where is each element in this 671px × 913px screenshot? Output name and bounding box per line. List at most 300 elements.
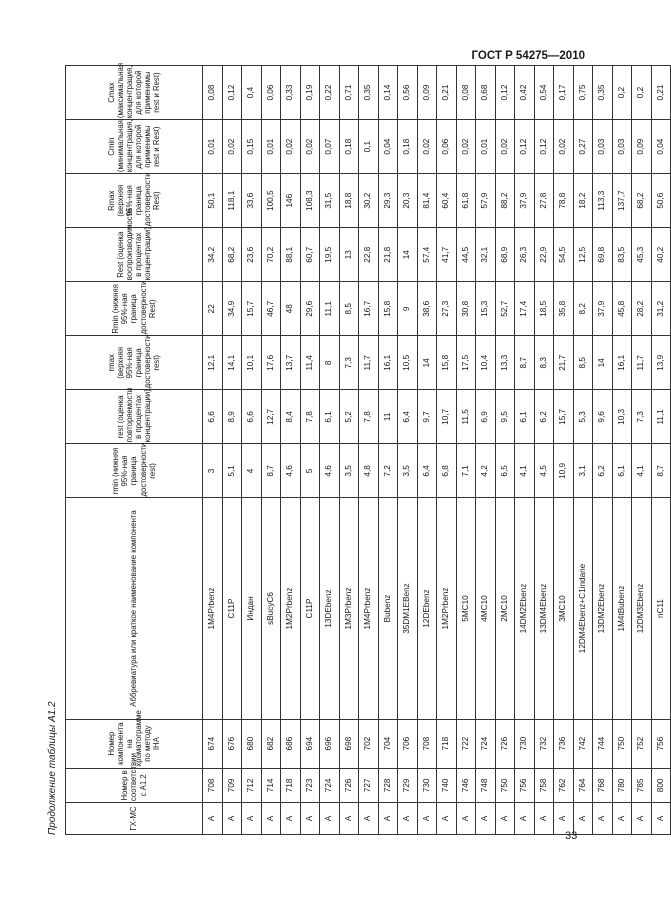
table-cell: 724 <box>320 768 340 802</box>
table-cell: 35DM1EBenz <box>398 498 418 719</box>
table-cell: А <box>437 803 457 835</box>
table-cell: 13,7 <box>281 336 301 390</box>
table-cell: 13,3 <box>495 336 515 390</box>
table-cell: 780 <box>612 768 632 802</box>
table-cell: 0,09 <box>417 66 437 120</box>
table-cell: 1M2Prbenz <box>281 498 301 719</box>
table-cell: 69,8 <box>593 228 613 282</box>
table-cell: 7,2 <box>378 444 398 498</box>
table-cell: 736 <box>554 719 574 768</box>
table-cell: 0,21 <box>651 66 671 120</box>
table-cell: 7,8 <box>359 390 379 444</box>
table-cell: 46,7 <box>261 282 281 336</box>
table-cell: 4MC10 <box>476 498 496 719</box>
table-cell: 28,2 <box>632 282 652 336</box>
table-cell: 16,7 <box>359 282 379 336</box>
table-cell: 57,9 <box>476 174 496 228</box>
table-row <box>242 66 262 835</box>
column-header: rmax (верхняя 95%-ная граница достоверности rest) <box>66 336 203 390</box>
table-cell: 12DM3Ebenz <box>632 498 652 719</box>
table-cell: 70,2 <box>261 228 281 282</box>
column-header: ГХ-МС <box>66 803 203 835</box>
table-cell: 38,6 <box>417 282 437 336</box>
table-cell: 9,6 <box>593 390 613 444</box>
table-cell: 718 <box>437 719 457 768</box>
table-cell: 768 <box>593 768 613 802</box>
table-cell: 696 <box>320 719 340 768</box>
table-cell: 764 <box>573 768 593 802</box>
table-cell: 0,21 <box>437 66 457 120</box>
table-cell: 0,42 <box>515 66 535 120</box>
table-cell: 0,75 <box>573 66 593 120</box>
table-cell: 11,5 <box>456 390 476 444</box>
table-cell: 11,7 <box>632 336 652 390</box>
table-cell: 22 <box>203 282 223 336</box>
table-cell: 10,1 <box>242 336 262 390</box>
table-cell: 744 <box>593 719 613 768</box>
table-cell: 118,1 <box>222 174 242 228</box>
table-cell: 29,3 <box>378 174 398 228</box>
table-cell: 17,6 <box>261 336 281 390</box>
table-cell: 0,35 <box>593 66 613 120</box>
table-cell: 21,7 <box>554 336 574 390</box>
table-cell: 20,3 <box>398 174 418 228</box>
table-cell: А <box>515 803 535 835</box>
table-row <box>222 66 242 835</box>
table-cell: 8 <box>320 336 340 390</box>
table-cell: 8,7 <box>515 336 535 390</box>
table-cell: 3 <box>203 444 223 498</box>
page-number: 33 <box>565 830 578 842</box>
table-cell: 5,2 <box>339 390 359 444</box>
table-cell: 6,4 <box>398 390 418 444</box>
table-cell: 740 <box>437 768 457 802</box>
table-cell: 702 <box>359 719 379 768</box>
rotated-content <box>45 60 665 835</box>
table-cell: 11,4 <box>300 336 320 390</box>
rotated-table-area <box>45 60 665 835</box>
table-cell: 1M4Prbenz <box>359 498 379 719</box>
table-cell: 6,9 <box>476 390 496 444</box>
table-cell: 88,2 <box>495 174 515 228</box>
table-row <box>320 66 340 835</box>
table-cell: 8,4 <box>281 390 301 444</box>
table-row <box>437 66 457 835</box>
table-cell: 3,1 <box>573 444 593 498</box>
table-cell: 14DM2Ebenz <box>515 498 535 719</box>
table-header-row <box>66 66 203 835</box>
table-cell: 0,4 <box>242 66 262 120</box>
table-cell: 10,3 <box>612 390 632 444</box>
table-cell: 22,9 <box>534 228 554 282</box>
table-cell: 0,06 <box>261 66 281 120</box>
table-cell: 750 <box>495 768 515 802</box>
table-row <box>534 66 554 835</box>
table-cell: 0,71 <box>339 66 359 120</box>
table-cell: 11,1 <box>651 390 671 444</box>
table-cell: 6,6 <box>203 390 223 444</box>
table-cell: 37,9 <box>593 282 613 336</box>
table-cell: 12,1 <box>203 336 223 390</box>
table-cell: 29,6 <box>300 282 320 336</box>
table-cell: 6,2 <box>593 444 613 498</box>
table-cell: 0,2 <box>632 66 652 120</box>
table-cell: 746 <box>456 768 476 802</box>
table-cell: 57,4 <box>417 228 437 282</box>
column-header: Cmin (минимальная концентрация, для которой применимы rest и Rest) <box>66 120 203 174</box>
table-cell: 13DM4Ebenz <box>534 498 554 719</box>
table-cell: 4,2 <box>476 444 496 498</box>
table-cell: 756 <box>651 719 671 768</box>
table-cell: 35,8 <box>554 282 574 336</box>
table-cell: А <box>476 803 496 835</box>
table-cell: 13,9 <box>651 336 671 390</box>
table-cell: 694 <box>300 719 320 768</box>
table-cell: 19,5 <box>320 228 340 282</box>
table-cell: 45,8 <box>612 282 632 336</box>
table-cell: 17,4 <box>515 282 535 336</box>
table-cell: 100,5 <box>261 174 281 228</box>
table-cell: 5,1 <box>222 444 242 498</box>
table-cell: 708 <box>417 719 437 768</box>
table-cell: C11P <box>300 498 320 719</box>
table-cell: 0,01 <box>203 120 223 174</box>
table-row <box>203 66 223 835</box>
table-row <box>632 66 652 835</box>
table-cell: 78,8 <box>554 174 574 228</box>
table-cell: 8,5 <box>339 282 359 336</box>
table-cell: 6,4 <box>417 444 437 498</box>
table-cell: 7,8 <box>300 390 320 444</box>
table-cell: 742 <box>573 719 593 768</box>
table-cell: 32,1 <box>476 228 496 282</box>
table-cell: 37,9 <box>515 174 535 228</box>
table-row <box>417 66 437 835</box>
table-cell: 15,3 <box>476 282 496 336</box>
table-row <box>300 66 320 835</box>
table-cell: 6,1 <box>320 390 340 444</box>
table-cell: А <box>339 803 359 835</box>
table-cell: 680 <box>242 719 262 768</box>
column-header: Номер компонента на хроматограмме по методу IHA <box>66 719 203 768</box>
table-cell: 54,5 <box>554 228 574 282</box>
column-header: Rmax (верхняя 95%-ная граница достоверности Rest) <box>66 174 203 228</box>
table-cell: 10,4 <box>476 336 496 390</box>
table-cell: 8,9 <box>222 390 242 444</box>
table-cell: 61,8 <box>456 174 476 228</box>
table-cell: 0,02 <box>417 120 437 174</box>
table-cell: 0,01 <box>261 120 281 174</box>
table-cell: 724 <box>476 719 496 768</box>
table-cell: 698 <box>339 719 359 768</box>
table-cell: 27,8 <box>534 174 554 228</box>
table-cell: 16,1 <box>612 336 632 390</box>
table-cell: Bubenz <box>378 498 398 719</box>
table-cell: 6,2 <box>534 390 554 444</box>
table-cell: 146 <box>281 174 301 228</box>
data-table <box>65 62 671 835</box>
table-cell: 722 <box>456 719 476 768</box>
table-cell: 730 <box>417 768 437 802</box>
table-cell: А <box>573 803 593 835</box>
table-cell: 23,6 <box>242 228 262 282</box>
table-cell: 758 <box>534 768 554 802</box>
table-cell: 6,1 <box>515 390 535 444</box>
table-cell: 18,8 <box>339 174 359 228</box>
table-cell: 83,5 <box>612 228 632 282</box>
table-cell: А <box>242 803 262 835</box>
table-cell: 0,12 <box>515 120 535 174</box>
table-cell: 0,12 <box>534 120 554 174</box>
table-cell: 17,5 <box>456 336 476 390</box>
table-cell: 0,02 <box>495 120 515 174</box>
table-cell: 14 <box>398 228 418 282</box>
table-cell: Индан <box>242 498 262 719</box>
table-cell: А <box>417 803 437 835</box>
table-cell: 14 <box>593 336 613 390</box>
table-row <box>339 66 359 835</box>
table-cell: А <box>456 803 476 835</box>
table-cell: 7,3 <box>339 336 359 390</box>
table-cell: А <box>398 803 418 835</box>
table-row <box>515 66 535 835</box>
table-cell: 50,6 <box>651 174 671 228</box>
table-cell: 41,7 <box>437 228 457 282</box>
table-cell: 0,68 <box>476 66 496 120</box>
table-cell: 730 <box>515 719 535 768</box>
table-cell: 4,6 <box>320 444 340 498</box>
table-cell: 0,04 <box>651 120 671 174</box>
table-cell: А <box>281 803 301 835</box>
table-cell: 68,9 <box>495 228 515 282</box>
table-cell: 0,1 <box>359 120 379 174</box>
table-cell: 18,2 <box>573 174 593 228</box>
table-cell: А <box>612 803 632 835</box>
table-cell: 723 <box>300 768 320 802</box>
table-cell: 4,8 <box>359 444 379 498</box>
table-cell: 34,9 <box>222 282 242 336</box>
table-row <box>261 66 281 835</box>
table-cell: 0,02 <box>456 120 476 174</box>
table-cell: 0,06 <box>437 120 457 174</box>
table-cell: 0,19 <box>300 66 320 120</box>
table-cell: 68,2 <box>222 228 242 282</box>
table-cell: 0,03 <box>612 120 632 174</box>
table-cell: 12,5 <box>573 228 593 282</box>
table-cell: 728 <box>378 768 398 802</box>
table-cell: 1M4Prbenz <box>203 498 223 719</box>
table-cell: 108,3 <box>300 174 320 228</box>
table-cell: 15,7 <box>554 390 574 444</box>
table-row <box>651 66 671 835</box>
table-cell: 16,1 <box>378 336 398 390</box>
table-cell: 0,02 <box>281 120 301 174</box>
table-row <box>359 66 379 835</box>
table-cell: А <box>495 803 515 835</box>
table-cell: 7,3 <box>632 390 652 444</box>
table-cell: 137,7 <box>612 174 632 228</box>
table-cell: 30,2 <box>359 174 379 228</box>
table-cell: 26,3 <box>515 228 535 282</box>
table-cell: 30,8 <box>456 282 476 336</box>
table-cell: 0,02 <box>300 120 320 174</box>
table-cell: 6,1 <box>612 444 632 498</box>
table-cell: 15,7 <box>242 282 262 336</box>
table-cell: 40,2 <box>651 228 671 282</box>
table-cell: 3MC10 <box>554 498 574 719</box>
table-cell: 756 <box>515 768 535 802</box>
table-row <box>398 66 418 835</box>
table-cell: 13 <box>339 228 359 282</box>
table-cell: C11P <box>222 498 242 719</box>
table-cell: 686 <box>281 719 301 768</box>
table-cell: nC11 <box>651 498 671 719</box>
column-header: rmin (нижняя 95%-ная граница достоверности rest) <box>66 444 203 498</box>
table-cell: 68,2 <box>632 174 652 228</box>
table-cell: 0,07 <box>320 120 340 174</box>
table-cell: А <box>222 803 242 835</box>
table-cell: 10,9 <box>554 444 574 498</box>
table-cell: 762 <box>554 768 574 802</box>
table-cell: 4 <box>242 444 262 498</box>
table-cell: 785 <box>632 768 652 802</box>
table-cell: 1M2Prbenz <box>437 498 457 719</box>
document-code: ГОСТ Р 54275—2010 <box>471 50 585 62</box>
table-cell: 704 <box>378 719 398 768</box>
table-body <box>203 66 671 835</box>
table-cell: 5MC10 <box>456 498 476 719</box>
table-cell: 21,8 <box>378 228 398 282</box>
table-cell: А <box>593 803 613 835</box>
table-cell: 0,08 <box>456 66 476 120</box>
table-cell: 52,7 <box>495 282 515 336</box>
table-cell: 50,1 <box>203 174 223 228</box>
table-cell: 0,12 <box>222 66 242 120</box>
table-cell: 682 <box>261 719 281 768</box>
table-row <box>573 66 593 835</box>
table-cell: 0,56 <box>398 66 418 120</box>
table-cell: 4,5 <box>534 444 554 498</box>
column-header: Аббревиатура или краткое наименование компонента <box>66 498 203 719</box>
table-cell: 0,02 <box>222 120 242 174</box>
table-cell: 113,3 <box>593 174 613 228</box>
table-cell: 8,3 <box>534 336 554 390</box>
table-cell: 0,54 <box>534 66 554 120</box>
table-cell: 0,18 <box>398 120 418 174</box>
table-cell: 0,2 <box>612 66 632 120</box>
table-cell: 11,1 <box>320 282 340 336</box>
table-row <box>612 66 632 835</box>
table-cell: А <box>261 803 281 835</box>
table-cell: 0,08 <box>203 66 223 120</box>
table-cell: 14 <box>417 336 437 390</box>
table-cell: 4,1 <box>632 444 652 498</box>
table-cell: 727 <box>359 768 379 802</box>
table-cell: 752 <box>632 719 652 768</box>
table-cell: 0,18 <box>339 120 359 174</box>
table-cell: А <box>359 803 379 835</box>
table-cell: А <box>651 803 671 835</box>
table-cell: 27,3 <box>437 282 457 336</box>
table-cell: 0,02 <box>554 120 574 174</box>
table-cell: 732 <box>534 719 554 768</box>
table-cell: 7,1 <box>456 444 476 498</box>
table-cell: 6,8 <box>437 444 457 498</box>
table-cell: 1M4tBubenz <box>612 498 632 719</box>
table-caption: Продолжение таблицы А1.2 <box>47 701 58 835</box>
table-cell: 676 <box>222 719 242 768</box>
column-header: Rmin (нижняя 95%-ная граница достоверности Rest) <box>66 282 203 336</box>
column-header: Rest (оценка воспроизводимости в процентах концентрации) <box>66 228 203 282</box>
table-cell: 31,5 <box>320 174 340 228</box>
table-cell: 712 <box>242 768 262 802</box>
table-cell: А <box>554 803 574 835</box>
table-cell: 800 <box>651 768 671 802</box>
table-cell: 12DEbenz <box>417 498 437 719</box>
table-cell: 0,09 <box>632 120 652 174</box>
table-cell: 15,8 <box>437 336 457 390</box>
table-cell: 726 <box>495 719 515 768</box>
table-cell: 718 <box>281 768 301 802</box>
table-cell: 0,03 <box>593 120 613 174</box>
table-cell: 8,2 <box>573 282 593 336</box>
table-cell: 8,5 <box>573 336 593 390</box>
table-cell: 2MC10 <box>495 498 515 719</box>
column-header: rest (оценка повторяемости в процентах концентрации) <box>66 390 203 444</box>
table-cell: 4,6 <box>281 444 301 498</box>
table-cell: А <box>632 803 652 835</box>
table-cell: А <box>534 803 554 835</box>
table-cell: 15,8 <box>378 282 398 336</box>
table-cell: 60,7 <box>300 228 320 282</box>
column-header: Номер в соответствии с А1.2 <box>66 768 203 802</box>
table-cell: А <box>378 803 398 835</box>
table-cell: 9 <box>398 282 418 336</box>
table-row <box>593 66 613 835</box>
table-cell: 10,7 <box>437 390 457 444</box>
table-cell: 4,1 <box>515 444 535 498</box>
table-row <box>378 66 398 835</box>
table-cell: 708 <box>203 768 223 802</box>
table-cell: 1M3Prbenz <box>339 498 359 719</box>
table-cell: 0,27 <box>573 120 593 174</box>
table-cell: 9,5 <box>495 390 515 444</box>
table-cell: 60,4 <box>437 174 457 228</box>
table-cell: 10,5 <box>398 336 418 390</box>
table-row <box>495 66 515 835</box>
table-cell: 11 <box>378 390 398 444</box>
table-cell: 3,5 <box>339 444 359 498</box>
table-cell: 0,22 <box>320 66 340 120</box>
table-cell: 33,6 <box>242 174 262 228</box>
table-cell: 0,01 <box>476 120 496 174</box>
table-cell: 88,1 <box>281 228 301 282</box>
table-cell: 12,7 <box>261 390 281 444</box>
table-row <box>476 66 496 835</box>
column-header: Cmax (максимальная концентрация, для которой применимы rest и Rest) <box>66 66 203 120</box>
table-cell: 726 <box>339 768 359 802</box>
table-cell: 0,12 <box>495 66 515 120</box>
table-cell: 748 <box>476 768 496 802</box>
table-cell: 31,2 <box>651 282 671 336</box>
table-cell: 714 <box>261 768 281 802</box>
table-cell: 0,15 <box>242 120 262 174</box>
table-cell: 44,5 <box>456 228 476 282</box>
table-row <box>281 66 301 835</box>
table-cell: 9,7 <box>417 390 437 444</box>
table-cell: 750 <box>612 719 632 768</box>
table-cell: 34,2 <box>203 228 223 282</box>
